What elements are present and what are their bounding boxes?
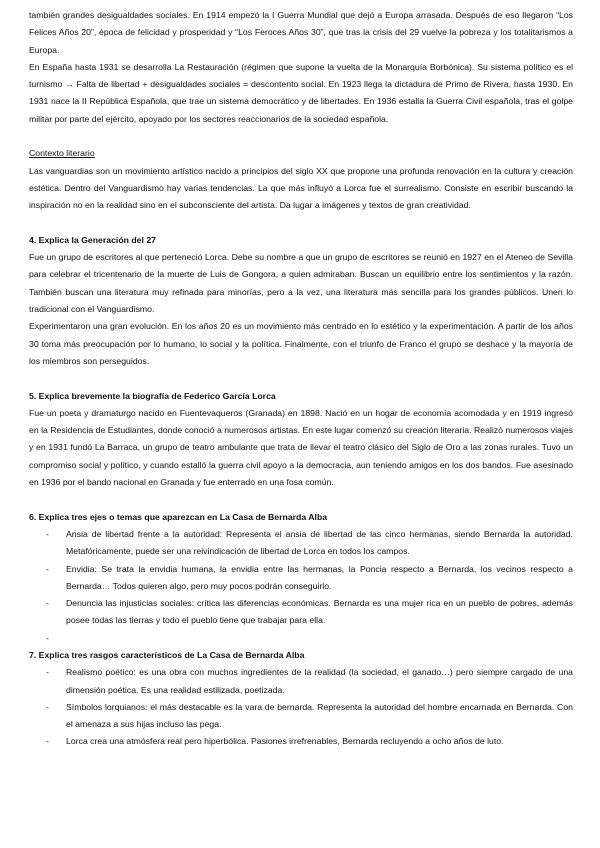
spacer [29, 370, 573, 387]
intro-paragraph-history: también grandes desigualdades sociales. En 1914 empezó la I Guerra Mundial que dejó a Europa arrasada. Después de eso llegaron “Los Felices Años 20”, época de felicidad y prosperidad y “Los Feroces Años 30”, que tras la crisis del 29 vuelve la pobreza y los totalitarismos a Europa. [29, 10, 573, 55]
spacer [29, 215, 573, 232]
list-item: - Denuncia las injusticias sociales: crítica las diferencias económicas. Bernarda es una mujer rica en un pueblo de pobres, además posee todas las tierras y todo el pueblo tiene que trabajar para ella. [29, 595, 573, 630]
question-6-title: 6. Explica tres ejes o temas que aparezcan en La Casa de Bernarda Alba [29, 511, 328, 522]
list-item: - Realismo poético: es una obra con muchos ingredientes de la realidad (la sociedad, el ganado…) pero siempre cargado de una dimensión poética. Es una realidad estilizada, poetizada. [29, 664, 573, 699]
question-7-title: 7. Explica tres rasgos característicos de La Casa de Bernarda Alba [29, 649, 305, 660]
list-item: - Lorca crea una atmósfera real pero hiperbólica. Pasiones irrefrenables, Bernarda recluyendo a ocho años de luto. [29, 733, 573, 750]
list-item-empty [29, 630, 573, 647]
question-7-list [29, 664, 573, 750]
question-4-paragraph-1: Fue un grupo de escritores al que perteneció Lorca. Debe su nombre a que un grupo de escritores se reunió en 1927 en el Ateneo de Sevilla para celebrar el tricentenario de la muerte de Luis de Gongora, a quien admiraban. Buscan un equilibrio entre los sentimientos y la razón. También buscan una literatura muy refinada para minorías, pero a la vez, una literatura más sencilla para los grandes públicos. Unen lo tradicional con el Vanguardismo. [29, 252, 573, 315]
list-item: - Símbolos lorquianos: el más destacable es la vara de bernarda. Representa la autoridad del hombre encarnada en Bernarda. Con el amenaza a sus hijas incluso las pega. [29, 699, 573, 734]
question-6-list [29, 526, 573, 647]
intro-paragraph-spain: En España hasta 1931 se desarrolla La Restauración (régimen que supone la vuelta de la Monarquía Borbónica). Su sistema político es el turnismo → Falta de libertad + desigualdades sociales = descontento social. En 1923 llega la dictadura de Primo de Rivera, hasta 1930. En 1931 nace la II República Española, que trae un sistema democrático y de libertades. En 1936 estalla la Guerra Civil española, tras el golpe militar por parte del ejército, apoyado por los sectores reaccionarios de la sociedad española. [29, 61, 573, 124]
section-title-contexto: Contexto literario [29, 148, 95, 159]
question-4-paragraph-2: Experimentaron una gran evolución. En los años 20 es un movimiento más centrado en lo estético y la experimentación. A partir de los años 30 toma más preocupación por lo humano, lo social y la política. Finalmente, con el triunfo de Franco el grupo se deshace y la mayoría de los miembros son perseguidos. [29, 321, 573, 366]
document-page [29, 0, 573, 751]
contexto-paragraph: Las vanguardias son un movimiento artístico nacido a principios del siglo XX que propone una profunda renovación en la cultura y creación estética. Dentro del Vanguardismo hay varias tendencias. La que más influyó a Lorca fue el surrealismo. Consiste en escribir buscando la inspiración no en la realidad sino en el subconsciente del artista. Da lugar a imágenes y textos de gran creatividad. [29, 165, 573, 211]
list-item: - Ansia de libertad frente a la autoridad: Representa el ansia de libertad de las cinco hermanas, siendo Bernarda la autoridad. Metafóricamente, puede ser una reivindicación de libertad de Lorca en todos los campos. [29, 526, 573, 561]
list-item: - Envidia: Se trata la envidia humana, la envidia entre las hermanas, la Poncia respecto a Bernarda, los vecinos respecto a Bernarda… Todos quieren algo, pero muy pocos podrán conseguirlo. [29, 561, 573, 596]
question-5-title: 5. Explica brevemente la biografía de Federico García Lorca [29, 390, 276, 401]
question-5-paragraph: Fue un poeta y dramaturgo nacido en Fuentevaqueros (Granada) en 1898. Nació en un hogar de economía acomodada y en 1919 ingresó en la Residencia de Estudiantes, donde conoció a numerosos artistas. En este lugar comenzó su creación literaria. Realizó numerosos viajes y en 1931 fundó La Barraca, un grupo de teatro ambulante que trata de llevar el teatro clásico del Siglo de Oro a las zonas rurales. Tuvo un compromiso social y político, y cuando estalló la guerra civil apoyo a la democracia, aun teniendo amigos en los dos bandos. Fue asesinado en 1936 por el bando nacional en Granada y fue enterrado en una fosa común. [29, 407, 573, 488]
spacer [29, 128, 573, 145]
spacer [29, 491, 573, 508]
question-4-title: 4. Explica la Generación del 27 [29, 234, 156, 245]
